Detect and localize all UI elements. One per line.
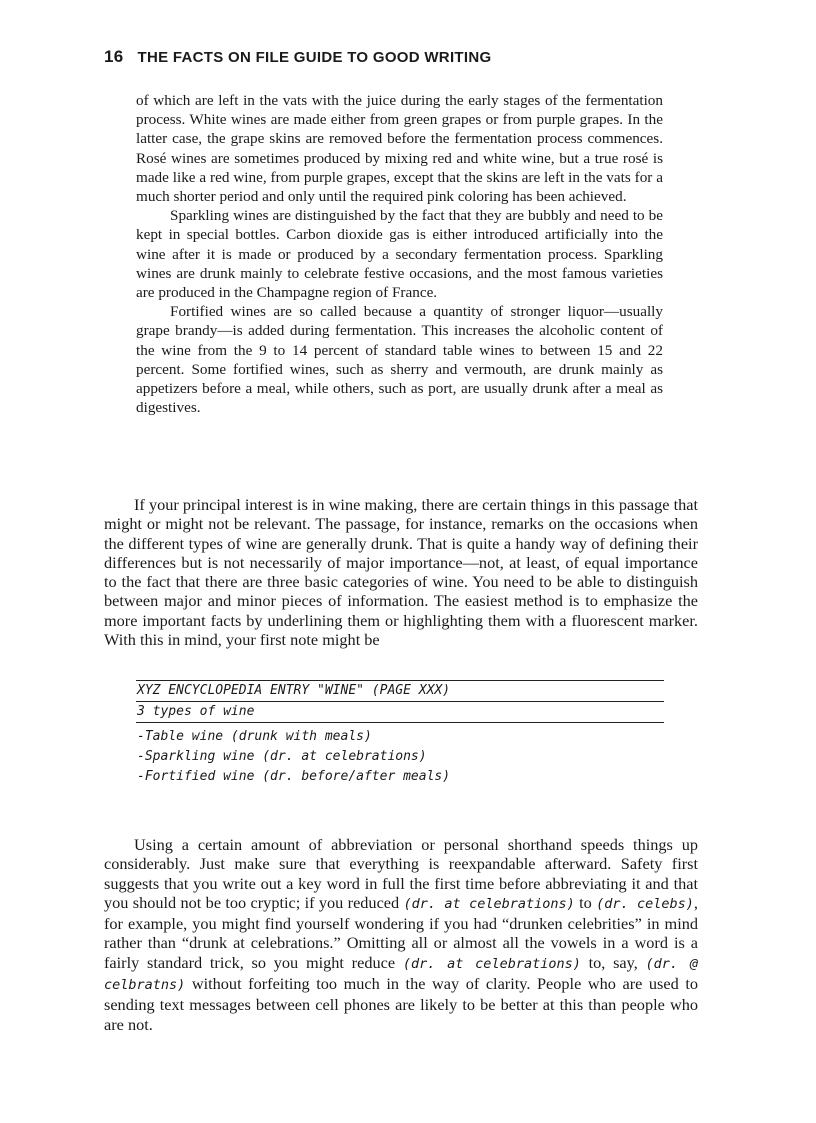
body-paragraph-2 xyxy=(104,835,698,1034)
shorthand-example: (dr. celebs) xyxy=(596,895,694,912)
quote-paragraph-3: Fortified wines are so called because a quantity of stronger liquor—usually grape brandy—is added during fermentation. This increases the alcoholic content of the wine from the 9 to 14 percent of standard table wines to between 15 and 22 percent. Some fortified wines, such as sherry and vermouth, are drunk mainly as appetizers before a meal, while others, such as port, are usually drunk after a meal as digestives. xyxy=(136,303,663,417)
quote-paragraph-1: of which are left in the vats with the juice during the early stages of the fermentation process. White wines are made either from green grapes or from purple grapes. In the latter case, the grape skins are removed before the fermentation process commences. Rosé wines are sometimes produced by mixing red and white wine, but a true rosé is made like a red wine, from purple grapes, except that the skins are left in the vats for a much shorter period and only until the required pink coloring has been achieved. xyxy=(136,92,663,206)
running-header xyxy=(104,47,491,67)
body-text-segment: to, say, xyxy=(580,952,646,972)
note-item-table: -Table wine (drunk with meals) xyxy=(137,729,372,744)
body-text-segment: Using a certain amount of abbreviation or personal shorthand speeds things up considerably. Just make sure that everything is reexpandable afterward. Safety first suggests that you write out a key word in full the first time before abbreviating it and that you should not be too cryptic; if you reduced xyxy=(104,835,698,912)
quoted-passage xyxy=(136,91,663,417)
note-item-sparkling: -Sparkling wine (dr. at celebrations) xyxy=(137,749,427,764)
note-heading: 3 types of wine xyxy=(137,704,255,719)
body-text-segment: , for example, you might find yourself wondering if you had “drunken celebrities” in mind rather than “drunk at celebrations.” Omitting all or almost all the vowels in a word is a fairly standard trick, so you might reduce xyxy=(104,892,698,972)
note-item-fortified: -Fortified wine (dr. before/after meals) xyxy=(137,769,451,784)
body-paragraph-1: If your principal interest is in wine making, there are certain things in this passage that might or might not be relevant. The passage, for instance, remarks on the occasions when the different types of wine are generally drunk. That is quite a handy way of defining their differences but is not necessarily of major importance—not, at least, of equal importance to the fact that there are three basic categories of wine. You need to be able to distinguish between major and minor pieces of information. The easiest method is to emphasize the more important facts by underlining them or highlighting them with a fluorescent marker. With this in mind, your first note might be xyxy=(104,495,698,650)
page-number: 16 xyxy=(104,47,124,66)
body-paragraph-1-block xyxy=(104,495,698,649)
note-source: XYZ ENCYCLOPEDIA ENTRY "WINE" (PAGE XXX) xyxy=(137,683,451,698)
shorthand-example: (dr. @ celbratns) xyxy=(104,955,698,994)
handwritten-note xyxy=(136,680,664,787)
body-paragraph-2-block xyxy=(104,835,698,1034)
shorthand-example: (dr. at celebrations) xyxy=(402,955,581,972)
body-text-segment: to xyxy=(574,892,597,912)
quote-paragraph-2: Sparkling wines are distinguished by the fact that they are bubbly and need to be kept in special bottles. Carbon dioxide gas is either introduced artificially into the wine after it is made or produced by a secondary fermentation process. Sparkling wines are drunk mainly to celebrate festive occasions, and the most famous varieties are produced in the Champagne region of France. xyxy=(136,207,663,302)
body-text-segment: without forfeiting too much in the way of clarity. People who are used to sending text messages between cell phones are likely to be better at this than people who are not. xyxy=(104,974,698,1034)
shorthand-example: (dr. at celebrations) xyxy=(403,895,575,912)
running-title: THE FACTS ON FILE GUIDE TO GOOD WRITING xyxy=(137,49,492,66)
